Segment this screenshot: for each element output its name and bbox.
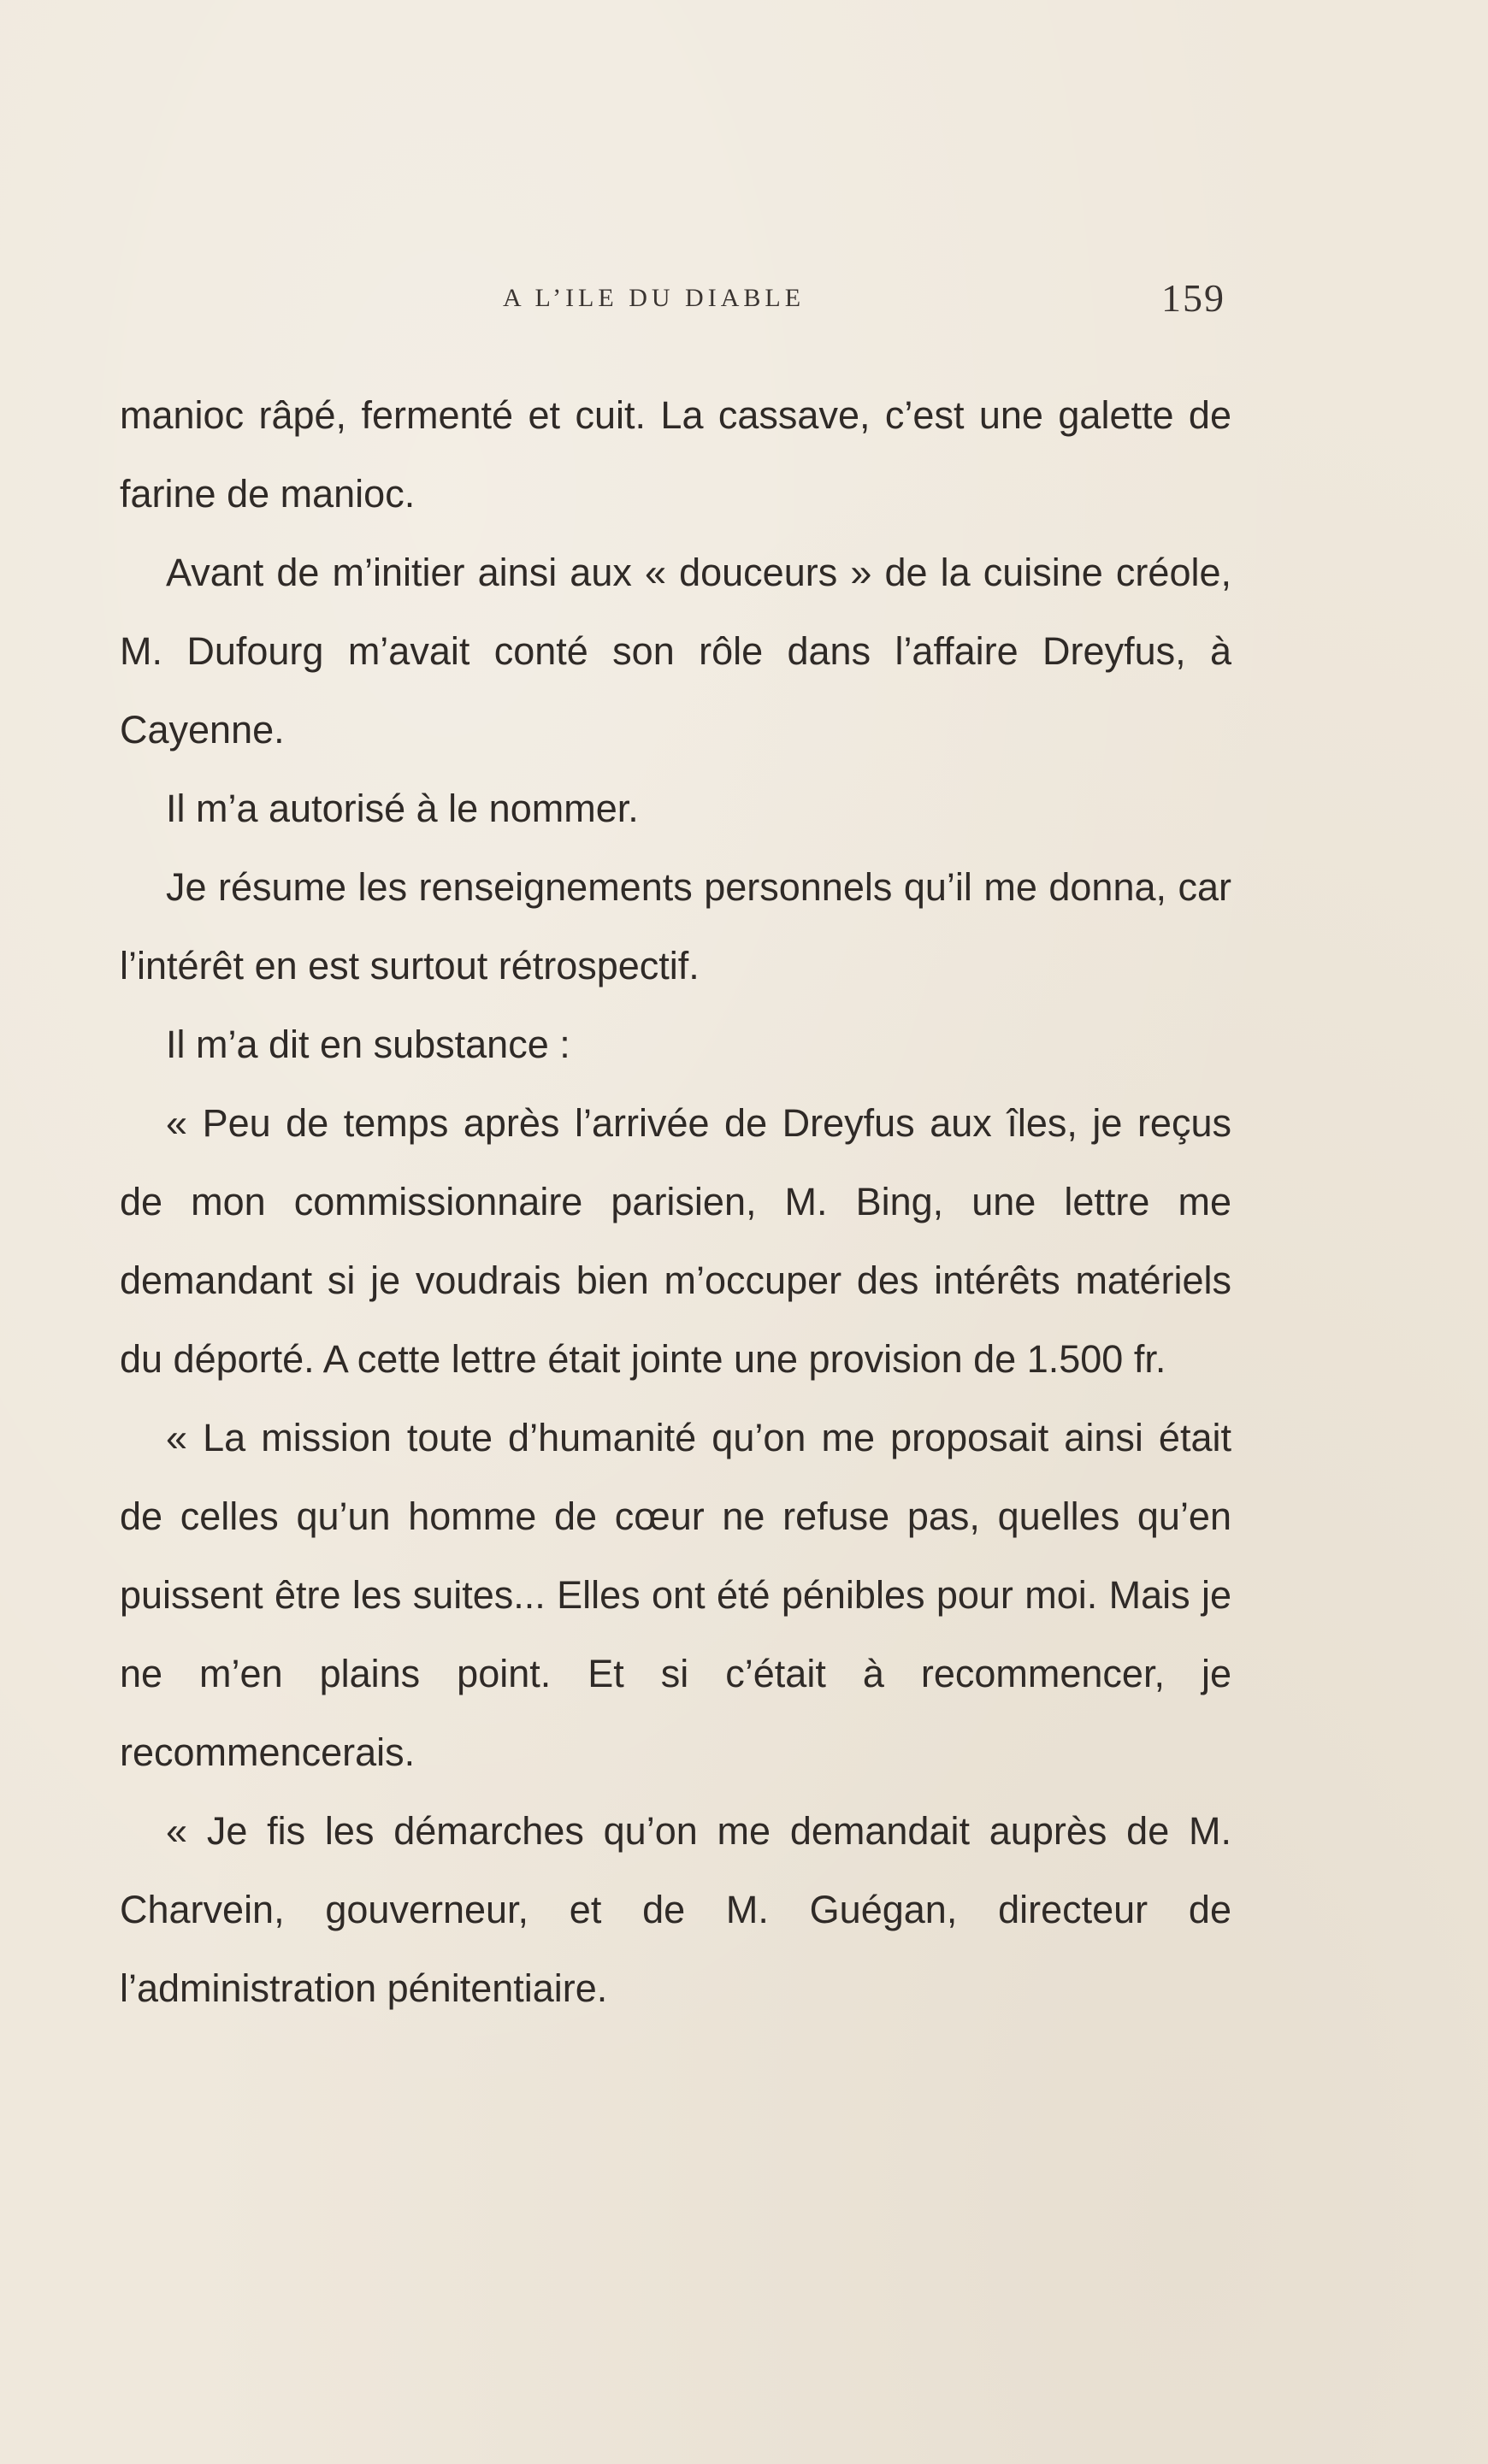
paragraph: Je résume les renseignements personnels qu’il me donna, car l’intérêt en est surtout rétrospectif. [120, 865, 1231, 987]
page-number: 159 [1161, 276, 1225, 320]
running-head [0, 275, 1488, 327]
paragraph-quote: « La mission toute d’humanité qu’on me proposait ainsi était de celles qu’un homme de cœur ne refuse pas, quelles qu’en puissent être les suites... Elles ont été pénibles pour moi. Mais je ne m’en plains point. Et si c’était à recommencer, je recommencerais. [120, 1416, 1231, 1774]
paragraph: Il m’a dit en substance : [166, 1023, 570, 1066]
paragraph-continuation: manioc râpé, fermenté et cuit. La cassave, c’est une galette de farine de manioc. [120, 393, 1231, 516]
paragraph: Avant de m’initier ainsi aux « douceurs » de la cuisine créole, M. Dufourg m’avait conté son rôle dans l’affaire Dreyfus, à Cayenne. [120, 551, 1231, 752]
paragraph-quote: « Je fis les démarches qu’on me demandait auprès de M. Charvein, gouverneur, et de M. Guégan, directeur de l’administration pénitentiaire. [120, 1809, 1231, 2010]
running-title: A L’ILE DU DIABLE [503, 284, 806, 312]
paragraph-quote: « Peu de temps après l’arrivée de Dreyfus aux îles, je reçus de mon commissionnaire parisien, M. Bing, une lettre me demandant si je voudrais bien m’occuper des intérêts matériels du déporté. A cette lettre était jointe une provision de 1.500 fr. [120, 1101, 1231, 1381]
paragraph: Il m’a autorisé à le nommer. [166, 787, 639, 830]
body-text [120, 376, 1231, 2028]
